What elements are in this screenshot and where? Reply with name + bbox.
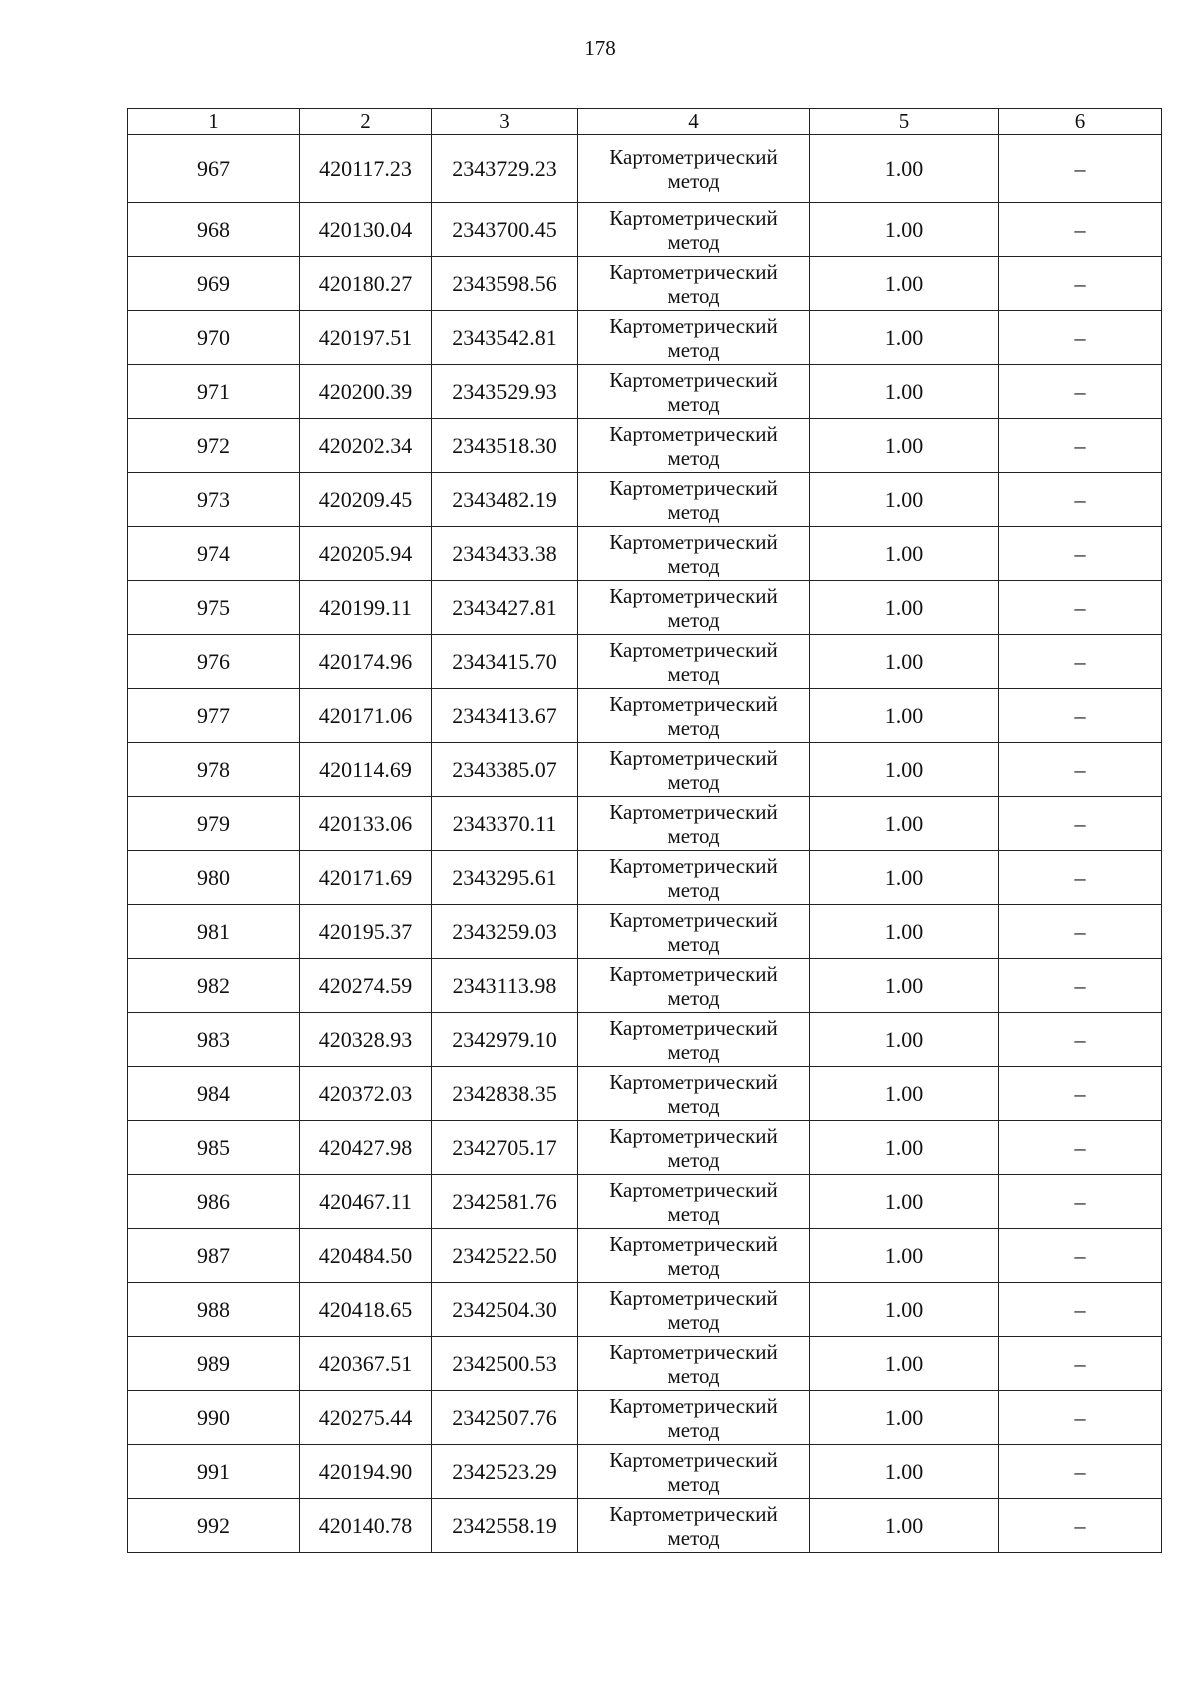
table-row bbox=[128, 1283, 1162, 1337]
method-cell bbox=[578, 365, 810, 419]
table-row bbox=[128, 581, 1162, 635]
x-coordinate: 420328.93 bbox=[300, 1013, 432, 1067]
y-coordinate: 2343385.07 bbox=[432, 743, 578, 797]
y-coordinate: 2342705.17 bbox=[432, 1121, 578, 1175]
method-line-2: метод bbox=[667, 1201, 720, 1226]
note-value: – bbox=[999, 419, 1162, 473]
method-line-2: метод bbox=[667, 1471, 720, 1496]
method-cell bbox=[578, 851, 810, 905]
accuracy-value: 1.00 bbox=[810, 1445, 999, 1499]
point-number: 974 bbox=[128, 527, 300, 581]
note-value: – bbox=[999, 1229, 1162, 1283]
point-number: 985 bbox=[128, 1121, 300, 1175]
note-value: – bbox=[999, 527, 1162, 581]
point-number: 973 bbox=[128, 473, 300, 527]
note-value: – bbox=[999, 689, 1162, 743]
x-coordinate: 420275.44 bbox=[300, 1391, 432, 1445]
method-cell bbox=[578, 1391, 810, 1445]
table-row bbox=[128, 743, 1162, 797]
x-coordinate: 420418.65 bbox=[300, 1283, 432, 1337]
point-number: 992 bbox=[128, 1499, 300, 1553]
table-row bbox=[128, 905, 1162, 959]
accuracy-value: 1.00 bbox=[810, 419, 999, 473]
table-row bbox=[128, 203, 1162, 257]
note-value: – bbox=[999, 1499, 1162, 1553]
y-coordinate: 2343729.23 bbox=[432, 135, 578, 203]
method-cell bbox=[578, 311, 810, 365]
method-line-1: Картометрический bbox=[609, 144, 778, 169]
column-header: 5 bbox=[810, 109, 999, 135]
method-line-1: Картометрический bbox=[609, 583, 778, 608]
point-number: 984 bbox=[128, 1067, 300, 1121]
table-row bbox=[128, 1013, 1162, 1067]
note-value: – bbox=[999, 1175, 1162, 1229]
method-cell bbox=[578, 797, 810, 851]
table-row bbox=[128, 311, 1162, 365]
note-value: – bbox=[999, 635, 1162, 689]
accuracy-value: 1.00 bbox=[810, 1229, 999, 1283]
note-value: – bbox=[999, 135, 1162, 203]
note-value: – bbox=[999, 365, 1162, 419]
note-value: – bbox=[999, 581, 1162, 635]
accuracy-value: 1.00 bbox=[810, 1175, 999, 1229]
y-coordinate: 2342507.76 bbox=[432, 1391, 578, 1445]
y-coordinate: 2342500.53 bbox=[432, 1337, 578, 1391]
point-number: 986 bbox=[128, 1175, 300, 1229]
x-coordinate: 420171.06 bbox=[300, 689, 432, 743]
note-value: – bbox=[999, 905, 1162, 959]
method-line-1: Картометрический bbox=[609, 1285, 778, 1310]
table-row bbox=[128, 1391, 1162, 1445]
note-value: – bbox=[999, 1337, 1162, 1391]
accuracy-value: 1.00 bbox=[810, 959, 999, 1013]
column-header: 2 bbox=[300, 109, 432, 135]
table-row bbox=[128, 1175, 1162, 1229]
method-line-1: Картометрический bbox=[609, 529, 778, 554]
accuracy-value: 1.00 bbox=[810, 1499, 999, 1553]
accuracy-value: 1.00 bbox=[810, 1283, 999, 1337]
y-coordinate: 2343482.19 bbox=[432, 473, 578, 527]
method-cell bbox=[578, 1445, 810, 1499]
table-row bbox=[128, 257, 1162, 311]
point-number: 988 bbox=[128, 1283, 300, 1337]
method-line-2: метод bbox=[667, 715, 720, 740]
method-line-2: метод bbox=[667, 337, 720, 362]
y-coordinate: 2342558.19 bbox=[432, 1499, 578, 1553]
y-coordinate: 2343370.11 bbox=[432, 797, 578, 851]
method-line-1: Картометрический bbox=[609, 1339, 778, 1364]
point-number: 987 bbox=[128, 1229, 300, 1283]
x-coordinate: 420367.51 bbox=[300, 1337, 432, 1391]
note-value: – bbox=[999, 473, 1162, 527]
note-value: – bbox=[999, 959, 1162, 1013]
method-line-2: метод bbox=[667, 445, 720, 470]
y-coordinate: 2342581.76 bbox=[432, 1175, 578, 1229]
y-coordinate: 2342838.35 bbox=[432, 1067, 578, 1121]
table-row bbox=[128, 527, 1162, 581]
method-line-2: метод bbox=[667, 985, 720, 1010]
method-line-2: метод bbox=[667, 1039, 720, 1064]
accuracy-value: 1.00 bbox=[810, 743, 999, 797]
method-line-1: Картометрический bbox=[609, 313, 778, 338]
y-coordinate: 2343518.30 bbox=[432, 419, 578, 473]
table-row bbox=[128, 689, 1162, 743]
accuracy-value: 1.00 bbox=[810, 1013, 999, 1067]
note-value: – bbox=[999, 797, 1162, 851]
method-line-2: метод bbox=[667, 229, 720, 254]
method-cell bbox=[578, 257, 810, 311]
x-coordinate: 420427.98 bbox=[300, 1121, 432, 1175]
method-line-1: Картометрический bbox=[609, 1501, 778, 1526]
method-cell bbox=[578, 473, 810, 527]
method-line-2: метод bbox=[667, 1363, 720, 1388]
x-coordinate: 420484.50 bbox=[300, 1229, 432, 1283]
x-coordinate: 420205.94 bbox=[300, 527, 432, 581]
point-number: 969 bbox=[128, 257, 300, 311]
point-number: 972 bbox=[128, 419, 300, 473]
method-line-1: Картометрический bbox=[609, 1069, 778, 1094]
note-value: – bbox=[999, 1445, 1162, 1499]
method-line-1: Картометрический bbox=[609, 1393, 778, 1418]
x-coordinate: 420467.11 bbox=[300, 1175, 432, 1229]
note-value: – bbox=[999, 311, 1162, 365]
method-cell bbox=[578, 635, 810, 689]
accuracy-value: 1.00 bbox=[810, 1121, 999, 1175]
method-line-2: метод bbox=[667, 877, 720, 902]
table-row bbox=[128, 1121, 1162, 1175]
note-value: – bbox=[999, 851, 1162, 905]
y-coordinate: 2342522.50 bbox=[432, 1229, 578, 1283]
y-coordinate: 2343413.67 bbox=[432, 689, 578, 743]
point-number: 976 bbox=[128, 635, 300, 689]
accuracy-value: 1.00 bbox=[810, 797, 999, 851]
y-coordinate: 2343427.81 bbox=[432, 581, 578, 635]
y-coordinate: 2343113.98 bbox=[432, 959, 578, 1013]
column-header: 3 bbox=[432, 109, 578, 135]
method-line-2: метод bbox=[667, 823, 720, 848]
method-line-1: Картометрический bbox=[609, 799, 778, 824]
x-coordinate: 420197.51 bbox=[300, 311, 432, 365]
column-header: 4 bbox=[578, 109, 810, 135]
method-line-1: Картометрический bbox=[609, 745, 778, 770]
x-coordinate: 420133.06 bbox=[300, 797, 432, 851]
method-cell bbox=[578, 1121, 810, 1175]
accuracy-value: 1.00 bbox=[810, 1067, 999, 1121]
y-coordinate: 2343415.70 bbox=[432, 635, 578, 689]
method-line-2: метод bbox=[667, 391, 720, 416]
method-line-1: Картометрический bbox=[609, 1231, 778, 1256]
y-coordinate: 2342504.30 bbox=[432, 1283, 578, 1337]
accuracy-value: 1.00 bbox=[810, 851, 999, 905]
table-row bbox=[128, 1337, 1162, 1391]
method-line-2: метод bbox=[667, 283, 720, 308]
method-line-1: Картометрический bbox=[609, 1123, 778, 1148]
point-number: 970 bbox=[128, 311, 300, 365]
note-value: – bbox=[999, 257, 1162, 311]
table-row bbox=[128, 419, 1162, 473]
x-coordinate: 420117.23 bbox=[300, 135, 432, 203]
method-line-1: Картометрический bbox=[609, 205, 778, 230]
y-coordinate: 2343295.61 bbox=[432, 851, 578, 905]
method-cell bbox=[578, 689, 810, 743]
accuracy-value: 1.00 bbox=[810, 365, 999, 419]
accuracy-value: 1.00 bbox=[810, 1391, 999, 1445]
method-line-1: Картометрический bbox=[609, 691, 778, 716]
note-value: – bbox=[999, 1391, 1162, 1445]
point-number: 979 bbox=[128, 797, 300, 851]
x-coordinate: 420114.69 bbox=[300, 743, 432, 797]
method-cell bbox=[578, 959, 810, 1013]
accuracy-value: 1.00 bbox=[810, 689, 999, 743]
method-cell bbox=[578, 1337, 810, 1391]
column-header: 6 bbox=[999, 109, 1162, 135]
method-line-2: метод bbox=[667, 1525, 720, 1550]
method-cell bbox=[578, 743, 810, 797]
note-value: – bbox=[999, 1067, 1162, 1121]
method-line-1: Картометрический bbox=[609, 961, 778, 986]
note-value: – bbox=[999, 743, 1162, 797]
table-row bbox=[128, 797, 1162, 851]
method-line-2: метод bbox=[667, 499, 720, 524]
method-cell bbox=[578, 1175, 810, 1229]
method-cell bbox=[578, 905, 810, 959]
method-cell bbox=[578, 135, 810, 203]
y-coordinate: 2343433.38 bbox=[432, 527, 578, 581]
y-coordinate: 2343529.93 bbox=[432, 365, 578, 419]
x-coordinate: 420174.96 bbox=[300, 635, 432, 689]
point-number: 980 bbox=[128, 851, 300, 905]
accuracy-value: 1.00 bbox=[810, 1337, 999, 1391]
table-header bbox=[128, 109, 1162, 135]
table-row bbox=[128, 1499, 1162, 1553]
header-row bbox=[128, 109, 1162, 135]
accuracy-value: 1.00 bbox=[810, 527, 999, 581]
point-number: 978 bbox=[128, 743, 300, 797]
accuracy-value: 1.00 bbox=[810, 203, 999, 257]
accuracy-value: 1.00 bbox=[810, 473, 999, 527]
accuracy-value: 1.00 bbox=[810, 635, 999, 689]
method-line-2: метод bbox=[667, 1417, 720, 1442]
method-line-1: Картометрический bbox=[609, 853, 778, 878]
point-number: 975 bbox=[128, 581, 300, 635]
note-value: – bbox=[999, 1121, 1162, 1175]
method-line-2: метод bbox=[667, 661, 720, 686]
y-coordinate: 2343700.45 bbox=[432, 203, 578, 257]
x-coordinate: 420372.03 bbox=[300, 1067, 432, 1121]
method-cell bbox=[578, 1283, 810, 1337]
y-coordinate: 2342523.29 bbox=[432, 1445, 578, 1499]
method-cell bbox=[578, 419, 810, 473]
y-coordinate: 2342979.10 bbox=[432, 1013, 578, 1067]
note-value: – bbox=[999, 1013, 1162, 1067]
method-line-2: метод bbox=[667, 1147, 720, 1172]
method-line-1: Картометрический bbox=[609, 907, 778, 932]
table-row bbox=[128, 473, 1162, 527]
column-header: 1 bbox=[128, 109, 300, 135]
x-coordinate: 420209.45 bbox=[300, 473, 432, 527]
table-row bbox=[128, 851, 1162, 905]
table-body bbox=[128, 135, 1162, 1553]
point-number: 983 bbox=[128, 1013, 300, 1067]
table-row bbox=[128, 1229, 1162, 1283]
x-coordinate: 420199.11 bbox=[300, 581, 432, 635]
point-number: 982 bbox=[128, 959, 300, 1013]
point-number: 977 bbox=[128, 689, 300, 743]
table-row bbox=[128, 1445, 1162, 1499]
accuracy-value: 1.00 bbox=[810, 581, 999, 635]
method-cell bbox=[578, 203, 810, 257]
method-line-2: метод bbox=[667, 168, 720, 193]
x-coordinate: 420140.78 bbox=[300, 1499, 432, 1553]
accuracy-value: 1.00 bbox=[810, 311, 999, 365]
table-row bbox=[128, 1067, 1162, 1121]
table-row bbox=[128, 135, 1162, 203]
table-row bbox=[128, 635, 1162, 689]
method-cell bbox=[578, 1013, 810, 1067]
point-number: 991 bbox=[128, 1445, 300, 1499]
method-line-2: метод bbox=[667, 1309, 720, 1334]
method-cell bbox=[578, 1067, 810, 1121]
point-number: 981 bbox=[128, 905, 300, 959]
method-line-2: метод bbox=[667, 769, 720, 794]
x-coordinate: 420130.04 bbox=[300, 203, 432, 257]
method-line-2: метод bbox=[667, 1093, 720, 1118]
x-coordinate: 420194.90 bbox=[300, 1445, 432, 1499]
x-coordinate: 420180.27 bbox=[300, 257, 432, 311]
accuracy-value: 1.00 bbox=[810, 135, 999, 203]
method-line-2: метод bbox=[667, 607, 720, 632]
point-number: 989 bbox=[128, 1337, 300, 1391]
coordinates-table bbox=[127, 108, 1162, 1553]
method-line-2: метод bbox=[667, 931, 720, 956]
table-row bbox=[128, 959, 1162, 1013]
note-value: – bbox=[999, 203, 1162, 257]
table-row bbox=[128, 365, 1162, 419]
method-cell bbox=[578, 527, 810, 581]
note-value: – bbox=[999, 1283, 1162, 1337]
x-coordinate: 420195.37 bbox=[300, 905, 432, 959]
accuracy-value: 1.00 bbox=[810, 905, 999, 959]
x-coordinate: 420171.69 bbox=[300, 851, 432, 905]
method-line-1: Картометрический bbox=[609, 1015, 778, 1040]
method-cell bbox=[578, 1499, 810, 1553]
method-line-1: Картометрический bbox=[609, 475, 778, 500]
point-number: 990 bbox=[128, 1391, 300, 1445]
method-line-1: Картометрический bbox=[609, 259, 778, 284]
method-line-1: Картометрический bbox=[609, 1447, 778, 1472]
point-number: 967 bbox=[128, 135, 300, 203]
method-line-1: Картометрический bbox=[609, 1177, 778, 1202]
x-coordinate: 420202.34 bbox=[300, 419, 432, 473]
method-line-1: Картометрический bbox=[609, 637, 778, 662]
y-coordinate: 2343542.81 bbox=[432, 311, 578, 365]
point-number: 971 bbox=[128, 365, 300, 419]
method-line-1: Картометрический bbox=[609, 421, 778, 446]
method-line-2: метод bbox=[667, 553, 720, 578]
method-line-1: Картометрический bbox=[609, 367, 778, 392]
x-coordinate: 420200.39 bbox=[300, 365, 432, 419]
accuracy-value: 1.00 bbox=[810, 257, 999, 311]
method-cell bbox=[578, 581, 810, 635]
page-number: 178 bbox=[584, 36, 616, 60]
y-coordinate: 2343259.03 bbox=[432, 905, 578, 959]
x-coordinate: 420274.59 bbox=[300, 959, 432, 1013]
method-cell bbox=[578, 1229, 810, 1283]
point-number: 968 bbox=[128, 203, 300, 257]
y-coordinate: 2343598.56 bbox=[432, 257, 578, 311]
method-line-2: метод bbox=[667, 1255, 720, 1280]
